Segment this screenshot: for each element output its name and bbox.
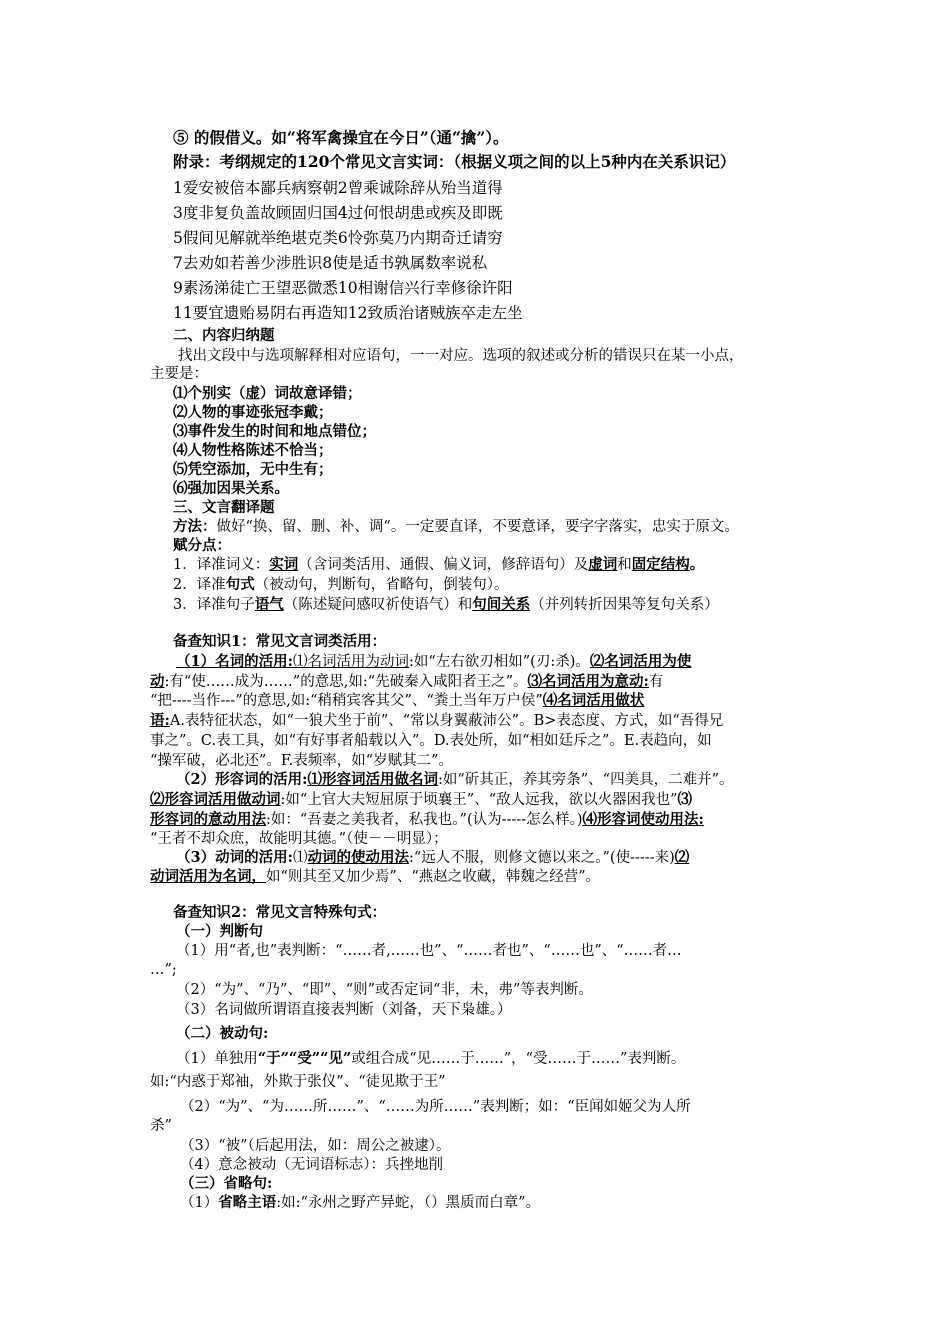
text-span: ⑷名词活用做状	[542, 692, 645, 709]
k1-line-5: 事之”。C.表工具，如“有好事者船载以入”。D.表处所，如“相如廷斥之”。E.表趋向，如	[150, 733, 712, 749]
text-span: 1．译准词义：	[173, 557, 270, 573]
appendix-heading: 附录：考纲规定的120个常见文言实词：（根据义项之间的以上5种内在关系识记）	[173, 152, 736, 171]
word-group-6: 11要宜遗贻易阴右再造知12致质治诸贼族卒走左坐	[173, 304, 523, 322]
passive-1-cont: 如:“内惑于郑袖，外欺于张仪”、“徒见欺于王”	[150, 1074, 446, 1090]
text-span: 虚词	[588, 556, 618, 573]
judgement-1: （1）用“者,也”表判断：“……者,……也”、“……者也”、“……也”、“……者…	[176, 943, 682, 959]
k1-line-6: “操军破，必北还”。F.表频率，如“岁赋其二”。	[150, 753, 454, 769]
section-3-heading: 三、文言翻译题	[173, 499, 275, 516]
text-span: :有“使……成为……”的意思,如:“先破秦入咸阳者王之”。	[164, 674, 528, 690]
passive-3: （3）“被”（后起用法，如：周公之被逮）。	[180, 1138, 451, 1154]
text-span: 省略主语	[218, 1194, 277, 1211]
list-item: ⑴个别实（虚）词故意译错；	[173, 385, 362, 402]
text-span: （含词类活用、通假、偏义词，修辞语句）及	[298, 557, 589, 573]
text-span: :如“上官大夫短屈原于顷襄王”、“敌人远我，欲以火器困我也”	[280, 792, 678, 808]
score-points-label: 赋分点：	[173, 537, 231, 554]
text-span: （陈述疑问感叹祈使语气）和	[283, 597, 473, 613]
text-span: 动词的使动用法	[307, 849, 409, 866]
method-line	[173, 517, 739, 537]
text-span: （2）形容词的活用:	[176, 771, 308, 788]
text-span: 如“则其至又加少焉”、“燕赵之收藏，韩魏之经营”。	[266, 869, 601, 885]
text-span: 实词	[269, 556, 299, 573]
text-span: ⑵	[674, 849, 690, 866]
text-span: ⑵形容词活用做动词	[150, 791, 281, 808]
text-span: 句式	[225, 576, 255, 593]
text-span: ⑷形容词使动用法:	[582, 811, 704, 828]
k1-line-1	[176, 652, 691, 672]
text-span: ⑶名词活用为意动:	[527, 673, 649, 690]
section-2-heading: 二、内容归纳题	[173, 327, 275, 344]
word-group-2: 3度非复负盖故顾固归国4过何恨胡患或疾及即既	[173, 204, 503, 222]
word-group-3: 5假间见解就举绝堪克类6怜弥莫乃内期奇迁请穷	[173, 229, 503, 247]
text-span: （1）	[180, 1195, 219, 1211]
text-span: （被动句，判断句，省略句，倒装句）。	[254, 577, 509, 593]
text-span: 2．译准	[173, 577, 226, 593]
text-span: （3）动词的活用:	[176, 849, 293, 866]
text-span: 语气	[254, 596, 284, 613]
section-2-intro-2: 主要是：	[150, 366, 208, 382]
score-point-2	[173, 575, 508, 595]
text-span: 形容词的意动用法	[150, 811, 266, 828]
text-span: 。	[689, 556, 705, 573]
judgement-subheading: （一）判断句	[176, 923, 263, 940]
text-span: ⑴名词活用为动词	[292, 654, 409, 670]
list-item: ⑶事件发生的时间和地点错位；	[173, 423, 376, 440]
k1-line-8	[150, 790, 692, 810]
judgement-2: （2）“为”、“乃”、“即”、“则”或否定词“非，未，弗”等表判断。	[176, 982, 593, 998]
omission-1	[180, 1193, 540, 1213]
score-point-1	[173, 555, 704, 575]
passive-2: （2）“为”、“为……所……”、“……为所……”表判断；如：“臣闻如姬父为人所	[180, 1099, 691, 1115]
k1-line-7	[176, 770, 734, 790]
word-group-5: 9素汤涕徒亡王望恶微悉10相谢信兴行幸修徐许阳	[173, 279, 513, 297]
text-span: 和	[617, 557, 632, 573]
word-group-4: 7去劝如若善少涉胜识8使是适书孰属数率说私	[173, 254, 488, 272]
text-span: 动词活用为名词，	[150, 868, 266, 885]
text-span: :如：“吾妻之美我者，私我也。”(认为-----怎么样。)	[266, 812, 583, 828]
text-span: ⑶	[677, 791, 693, 808]
list-item: ⑸凭空添加，无中生有；	[173, 461, 333, 478]
k1-line-2	[150, 672, 663, 692]
text-span: 动	[150, 673, 165, 690]
score-point-3	[173, 595, 719, 615]
text-span: 或组合成“见……于……”，“受……于……”表判断。	[351, 1051, 686, 1067]
list-item: ⑵人物的事迹张冠李戴；	[173, 404, 333, 421]
text-span: :如“左右欲刃相如”(刃:杀)。	[408, 654, 590, 670]
text-span: :如:“永州之野产异蛇，（）黑质而白章”。	[276, 1195, 541, 1211]
text-span: ⑴形容词活用做名词	[307, 771, 438, 788]
text-span: 句间关系	[472, 596, 531, 613]
knowledge-1-heading: 备查知识1：常见文言词类活用：	[173, 633, 387, 650]
knowledge-2-heading: 备查知识2：常见文言特殊句式：	[173, 904, 387, 921]
text-span: “把----当作---”的意思,如:“稍稍宾客其父”、“粪土当年万户侯”	[150, 693, 543, 709]
text-span: ⑵名词活用为使	[589, 653, 692, 670]
text-span: 语:	[150, 712, 170, 729]
text-span: A.表特征状态，如“一狼犬坐于前”、“常以身翼蔽沛公”。B>表态度、方式，如“吾得兄	[169, 713, 724, 729]
section-2-intro-1: 找出文段中与选项解释相对应语句，一一对应。选项的叙述或分析的错误只在某一小点，	[178, 348, 744, 364]
k1-line-9	[150, 810, 704, 830]
list-item: ⑹强加因果关系。	[173, 480, 289, 497]
text-span: “于”“受”“见”	[257, 1050, 352, 1067]
k1-line-3	[150, 691, 644, 711]
text-span: （并列转折因果等复句关系）	[530, 597, 719, 613]
judgement-1-cont: …”;	[150, 962, 177, 978]
method-label: 方法：	[173, 518, 217, 535]
omission-subheading: （三）省略句:	[180, 1175, 273, 1192]
text-span: 3．译准句子	[173, 597, 255, 613]
passive-1	[176, 1049, 685, 1069]
method-text: 做好“换、留、删、补、调“。一定要直译，不要意译，要字字落实，忠实于原文。	[216, 519, 739, 535]
list-item: ⑷人物性格陈述不恰当；	[173, 442, 333, 459]
passive-2-cont: 杀”	[150, 1118, 172, 1134]
text-span: （1）单独用	[176, 1051, 258, 1067]
text-span: 固定结构	[631, 556, 690, 573]
passive-subheading: （二）被动句:	[176, 1025, 269, 1042]
text-span: （1）名词的活用:	[176, 653, 293, 670]
word-group-1: 1爱安被倍本鄙兵病察朝2曾乘诚除辞从殆当道得	[173, 179, 503, 197]
text-span: :“远人不服，则修文德以来之。”(使-----来)	[408, 850, 675, 866]
text-span: ⑴	[292, 850, 308, 866]
judgement-3: （3）名词做所谓语直接表判断（刘备，天下枭雄。）	[176, 1002, 512, 1018]
k1-line-4	[150, 711, 723, 731]
k1-line-11	[176, 848, 689, 868]
item-5-line: ⑤ 的假借义。如“将军禽操宜在今日”（通“擒”）。	[173, 128, 509, 147]
text-span: :如“斫其正，养其旁条”、“四美具，二难并”。	[437, 772, 734, 788]
k1-line-10: “王者不却众庶，故能明其德。”（使－－明显）；	[150, 831, 448, 847]
passive-4: （4）意念被动（无词语标志）：兵挫地削	[180, 1157, 443, 1173]
text-span: 有	[648, 674, 664, 690]
k1-line-12	[150, 867, 600, 887]
